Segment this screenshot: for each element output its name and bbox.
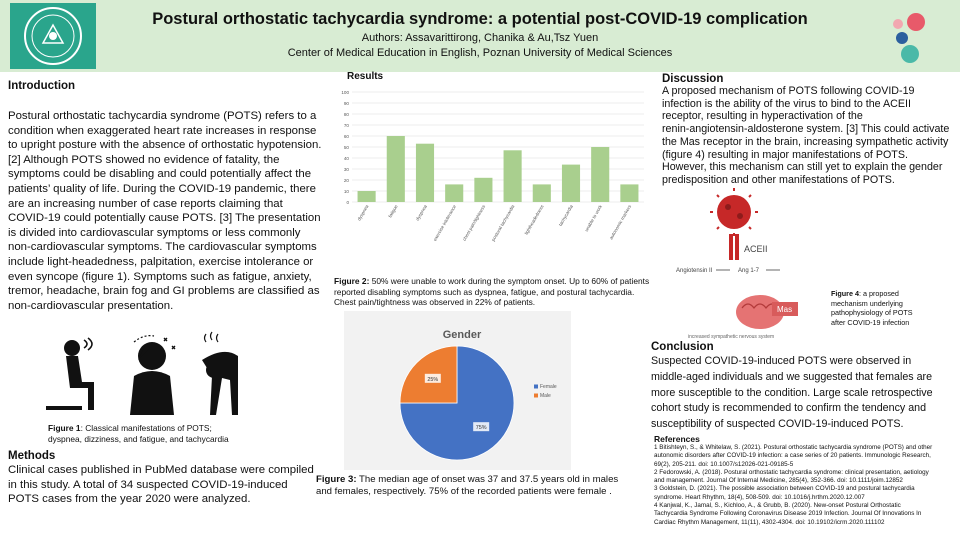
intro-line: include light-headedness, palpitation, exercise intolerance or <box>8 255 314 268</box>
intro-line: is divided into cardiovascular symptoms or less commonly <box>8 226 301 239</box>
bar-chart-y-tick: 0 <box>346 200 349 205</box>
figure2-caption <box>334 276 654 308</box>
bar-chart-x-label: dyspnea <box>356 204 370 222</box>
bar-chart-y-tick: 50 <box>343 145 349 150</box>
methods-line: in this study. A total of 34 suspected COVID-19-induced <box>8 478 288 491</box>
bar-chart-y-tick: 100 <box>341 90 349 95</box>
bar-chart-bar <box>474 178 492 202</box>
figure2-caption-text: 50% were unable to work during the symptom onset. Up to 60% of patients <box>369 276 650 286</box>
conclusion-line: middle-aged individuals and we suggested that females are <box>651 370 933 383</box>
reference-line: 4 Kanjwal, K., Jamal, S., Kichloo, A., & Grubb, B. (2020). New-onset Postural Orthostatic <box>654 502 901 510</box>
conclusion-line: more susceptible to the condition. Large scale retrospective <box>651 386 933 399</box>
intro-line: COVID-19 could potentially cause POTS. [3] The presentation <box>8 212 321 225</box>
intro-line: non-cardiovascular symptoms. The cardiovascular symptoms <box>8 241 317 254</box>
bar-chart-x-label: tachycardia <box>557 204 574 227</box>
introduction-title: Introduction <box>8 80 76 92</box>
figure1-label: Figure 1 <box>48 423 81 433</box>
bar-chart-x-label: lightheadedness <box>523 204 545 236</box>
figure3-label: Figure 3: <box>316 474 357 485</box>
reference-line: 2 Fedorowski, A. (2018). Postural orthostatic tachycardia syndrome: clinical presentation, aetiology <box>654 468 929 476</box>
reference-line: syndrome. Heart Rhythm, 18(4), 508-509. doi: 10.1016/j.hrthm.2020.12.007 <box>654 493 865 501</box>
pie-legend <box>534 384 557 399</box>
bar-chart-y-tick: 70 <box>343 123 349 128</box>
conclusion-line: susceptibility of suspected COVID-19-induced POTS. <box>651 418 904 431</box>
methods-line: POTS cases from the year 2020 were analyzed. <box>8 493 251 506</box>
reference-line: Tachycardia Syndrome Following Coronavirus Disease 2019 Infection. Journal Of Innovations In <box>654 510 922 518</box>
bar-chart-bar <box>358 191 376 202</box>
bar-chart-y-tick: 90 <box>343 101 349 106</box>
figure3-caption-text: The median age of onset was 37 and 37.5 years old in males <box>356 474 619 485</box>
mechanism-diagram <box>676 188 840 340</box>
breathless-person-icon <box>46 338 94 410</box>
bar-chart-y-ticks <box>341 90 349 205</box>
pie-legend-label: Male <box>540 393 551 399</box>
pie-title: Gender <box>442 329 482 341</box>
reference-line: 3 Goldstein, D. (2021). The possible association between COVID-19 and postural tachycardia <box>654 485 915 493</box>
symptoms-illustration <box>42 330 242 415</box>
methods-title: Methods <box>8 450 56 462</box>
gender-pie-chart <box>344 311 571 470</box>
conclusion-text <box>651 354 957 433</box>
reference-line: Cardiac Rhythm Management, 11(11), 4302-4304. doi: 10.19102/icrm.2020.111102 <box>654 518 885 526</box>
bar-chart-y-tick: 60 <box>343 134 349 139</box>
intro-line: are an increasing number of case reports claiming that <box>8 197 283 210</box>
reference-line: and management. Journal Of Internal Medicine, 285(4), 352-366. doi: 10.1111/joim.12852 <box>654 477 903 485</box>
poster-affiliation: Center of Medical Education in English, Poznan University of Medical Sciences <box>287 47 673 59</box>
fatigued-person-icon <box>202 332 238 415</box>
pie-legend-swatch <box>534 385 538 389</box>
results-title: Results <box>347 71 384 82</box>
bar-chart-x-label: exercise intolerance <box>432 204 458 242</box>
bar-chart-y-tick: 10 <box>343 189 349 194</box>
discussion-text <box>662 85 958 187</box>
bar-chart-bar <box>562 165 580 202</box>
poster-header <box>0 0 960 72</box>
discussion-line: infection is the ability of the virus to bind to the ACEII <box>662 97 911 110</box>
figure4-label: Figure 4 <box>831 289 859 298</box>
discussion-line: A proposed mechanism of POTS following COVID-19 <box>662 85 915 97</box>
discussion-line: However, this mechanism can still yet to explain the gender <box>662 161 943 174</box>
bar-chart-bar <box>591 147 609 202</box>
bar-chart-x-labels <box>356 203 632 242</box>
figure1-caption <box>48 423 288 444</box>
bar-chart-x-label: autonomic markers <box>608 204 633 241</box>
intro-line: even syncope (figure 1). Symptoms such as fatigue, anxiety, <box>8 270 312 283</box>
bar-chart-bar <box>504 150 522 202</box>
intro-line: patients’ quality of life. During the COVID-19 pandemic, there <box>8 182 316 195</box>
ace2-receptor-icon <box>729 234 739 260</box>
bar-chart-bar <box>620 184 638 202</box>
bar-chart-y-tick: 40 <box>343 156 349 161</box>
bar-chart-x-label: chest pain/tightness <box>461 204 487 242</box>
virus-icon <box>710 188 758 236</box>
discussion-line: receptor, resulting in hyperactivation of the <box>662 110 863 123</box>
reference-line: autonomic disorders after COVID-19 infection: a case series of 20 patients. Immunologic Research, <box>654 452 931 460</box>
bar-chart-x-label: unable to work <box>583 204 604 233</box>
figure1-caption-text: dyspnea, dizziness, and fatigue, and tachycardia <box>48 433 229 444</box>
conclusion-line: cohort study is recommended to confirm the tendency and <box>651 402 927 415</box>
bar-chart-bar <box>387 136 405 202</box>
pie-legend-swatch <box>534 394 538 398</box>
figure2-label: Figure 2: <box>334 276 370 286</box>
references-list <box>654 444 958 527</box>
reference-line: 69(2), 205-211. doi: 10.1007/s12026-021-09185-5 <box>654 460 794 468</box>
bar-chart-x-label: fatigue <box>387 204 399 219</box>
intro-line: tremor, headache, brain fog and GI problems are classified as <box>8 285 320 298</box>
figure4-caption-text: mechanism underlying <box>831 298 903 308</box>
mas-label: Mas <box>777 305 793 314</box>
figure4-caption-text: pathophysiology of POTS <box>831 308 913 318</box>
conclusion-title: Conclusion <box>651 341 714 353</box>
pie-legend-label: Female <box>540 384 557 390</box>
bar-chart-y-tick: 80 <box>343 112 349 117</box>
intro-line: to upright posture with the absence of orthostatic hypotension. <box>8 139 322 152</box>
angiotensin-label: Angiotensin II <box>676 268 713 274</box>
figure3-caption-text: and females, respectively. 75% of the recorded patients were female . <box>316 486 612 498</box>
intro-line: condition when exaggerated heart rate increases in response <box>8 124 317 137</box>
pie-data-label: 25% <box>427 376 439 383</box>
figure4-caption <box>831 289 957 327</box>
figure2-caption-text: reported disabling symptoms such as dyspnea, fatigue, and postural tachycardia. <box>334 286 635 297</box>
intro-line: Postural orthostatic tachycardia syndrome (POTS) refers to a <box>8 110 317 122</box>
gender-pie-svg <box>344 311 571 470</box>
pie-data-label: 75% <box>475 425 487 432</box>
discussion-line: the Mas receptor in the brain, increasing sympathetic activity <box>662 135 949 148</box>
symptom-bar-chart <box>332 84 652 274</box>
poster-title: Postural orthostatic tachycardia syndrome: a potential post-COVID-19 complication <box>152 10 808 28</box>
discussion-line: (figure 4) resulting in major manifestations of POTS. <box>662 148 908 161</box>
figure4-caption-text: after COVID-19 infection <box>831 317 910 327</box>
pie-slices <box>400 346 514 460</box>
introduction-text <box>8 109 328 313</box>
intro-line: symptoms could be disabling and could potentially affect the <box>8 168 312 181</box>
reference-line: 1 Bitishteyn, S., & Whitelaw, S. (2021). Postural orthostatic tachycardia syndrome (POTS) and other <box>654 444 933 451</box>
ang17-label: Ang 1-7 <box>738 268 760 274</box>
sympathetic-label: increased sympathetic nervous system <box>688 334 775 340</box>
receptor-label: ACEII <box>744 244 768 254</box>
intro-line: non-cardiovascular presentation. <box>8 299 174 312</box>
figure1-caption-text: : Classical manifestations of POTS; <box>80 423 212 433</box>
bar-chart-bar <box>445 184 463 202</box>
discussion-line: predisposition and other manifestations of POTS. <box>662 173 895 186</box>
initiative-logo <box>858 10 934 66</box>
bar-chart-x-label: postural tachycardia <box>490 204 516 243</box>
discussion-line: renin-angiotensin-aldosterone system. [3] This could activate <box>662 123 950 136</box>
figure4-caption-text: : a proposed <box>858 289 899 298</box>
references-title: References <box>654 434 700 444</box>
bar-chart-x-label: dyspnea <box>414 204 428 222</box>
discussion-title: Discussion <box>662 73 724 85</box>
conclusion-line: Suspected COVID-19-induced POTS were observed in <box>651 355 912 367</box>
dizzy-person-icon <box>130 336 175 415</box>
bar-chart-bar <box>416 144 434 202</box>
figure3-caption <box>316 474 656 499</box>
methods-text <box>8 463 328 507</box>
poster-authors: Authors: Assavarittirong, Chanika & Au,Tsz Yuen <box>361 32 599 44</box>
bar-chart-bar <box>533 184 551 202</box>
university-logo <box>10 3 96 69</box>
methods-line: Clinical cases published in PubMed database were compiled <box>8 464 314 476</box>
bar-chart-y-tick: 20 <box>343 178 349 183</box>
intro-line: [2] Although POTS showed no evidence of fatality, the <box>8 153 280 166</box>
bar-chart-y-tick: 30 <box>343 167 349 172</box>
figure2-caption-text: Chest pain/tightness was observed in 22% of patients. <box>334 297 536 308</box>
